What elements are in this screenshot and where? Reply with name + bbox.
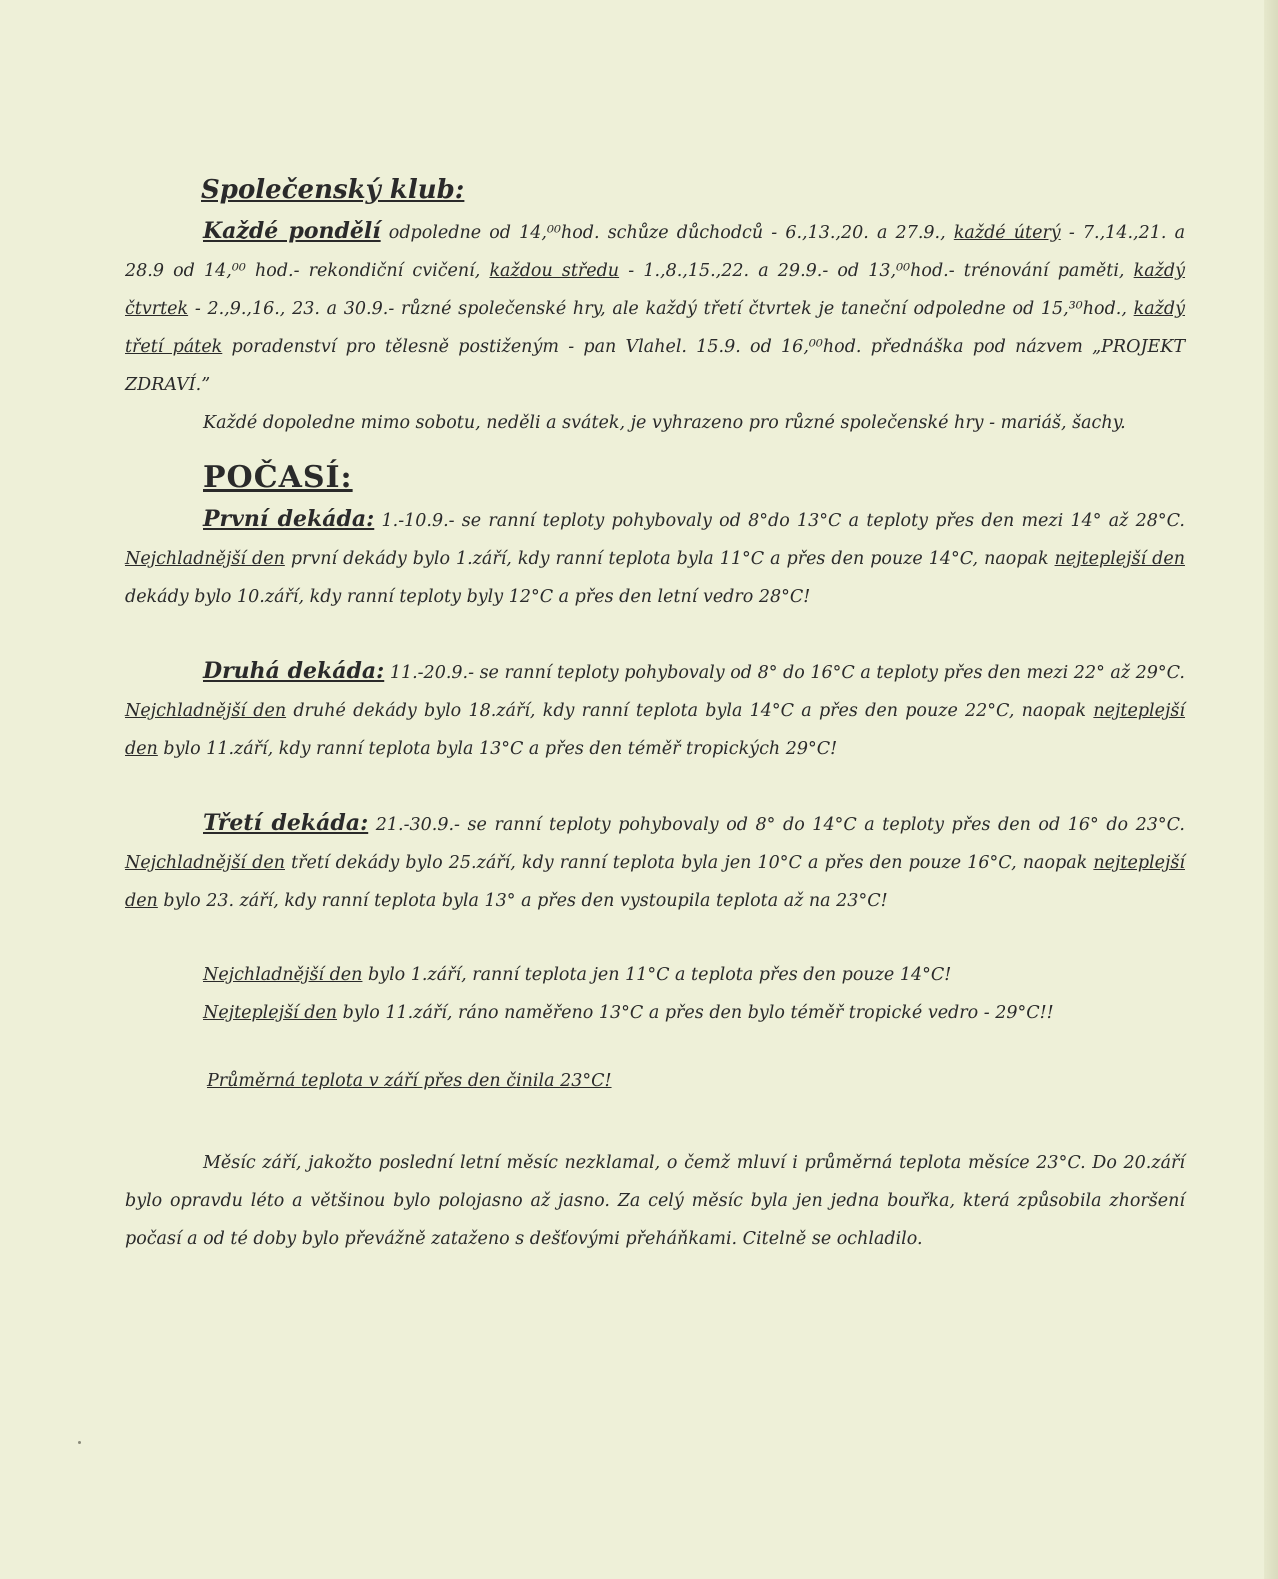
text-run: dekády bylo 10.září, kdy ranní teploty byly 12°C a přes den letní vedro 28°C!	[125, 587, 811, 607]
underlined-phrase: každou středu	[489, 261, 620, 281]
underlined-phrase: Nejchladnější den	[125, 701, 287, 721]
coldest-day-line	[203, 956, 1185, 994]
text-run: bylo 11.září, ráno naměřeno 13°C a přes den bylo téměř tropické vedro - 29°C!!	[337, 1003, 1054, 1023]
page-speck	[78, 1441, 81, 1444]
text-run: - 1.,8.,15.,22. a 29.9.- od 13,⁰⁰hod.- trénování paměti,	[619, 261, 1134, 281]
text-run: poradenství pro tělesně postiženým - pan Vlahel. 15.9. od 16,⁰⁰hod. přednáška pod názvem „PROJEKT ZDRAVÍ.”	[125, 337, 1185, 395]
text-run: 11.-20.9.- se ranní teploty pohybovaly od 8° do 16°C a teploty přes den mezi 22° až 29°C.	[384, 663, 1185, 683]
warmest-day-line	[203, 994, 1185, 1032]
underlined-phrase: každý třetí pátek	[125, 299, 1185, 357]
third-decade-paragraph	[125, 804, 1185, 920]
underlined-phrase: Nejchladnější den	[125, 853, 285, 873]
underlined-phrase: nejteplejší den	[125, 701, 1185, 759]
underlined-phrase: každý čtvrtek	[125, 261, 1185, 319]
extremes-block	[125, 956, 1185, 1032]
text-run: odpoledne od 14,⁰⁰hod. schůze důchodců - 6.,13.,20. a 27.9.,	[380, 223, 954, 243]
page-edge-shadow	[1264, 0, 1278, 1579]
text-run: 1.-10.9.- se ranní teploty pohybovaly od 8°do 13°C a teploty přes den mezi 14° až 28°C.	[374, 511, 1185, 531]
text-run: bylo 11.září, kdy ranní teplota byla 13°C a přes den téměř tropických 29°C!	[157, 739, 838, 759]
lead-phrase: Třetí dekáda:	[203, 810, 369, 836]
underlined-phrase: nejteplejší den	[125, 853, 1185, 911]
klub-morning-paragraph: Každé dopoledne mimo sobotu, neděli a svátek, je vyhrazeno pro různé společenské hry - mariáš, šachy.	[203, 413, 1126, 433]
klub-schedule-paragraph	[125, 212, 1185, 404]
text-run: 21.-30.9.- se ranní teploty pohybovaly od 8° do 14°C a teploty přes den od 16° do 23°C.	[368, 815, 1185, 835]
month-summary-paragraph: Měsíc září, jakožto poslední letní měsíc nezklamal, o čemž mluví i průměrná teplota měsíce 23°C. Do 20.září bylo opravdu léto a většinou bylo polojasno až jasno. Za celý měsíc byla jen jedna bouřka, která způsobila zhoršení počasí a od té doby bylo převážně zataženo s dešťovými přeháňkami. Citelně se ochladilo.	[125, 1153, 1185, 1249]
underlined-phrase: každé úterý	[953, 223, 1061, 243]
underlined-phrase: Nejchladnější den	[125, 549, 285, 569]
text-run: - 7.,14.,21. a 28.9 od 14,⁰⁰ hod.- rekondiční cvičení,	[125, 223, 1185, 281]
text-run: druhé dekády bylo 18.září, kdy ranní teplota byla 14°C a přes den pouze 22°C, naopak	[286, 701, 1094, 721]
lead-phrase: Druhá dekáda:	[203, 658, 385, 684]
text-run: první dekády bylo 1.září, kdy ranní teplota byla 11°C a přes den pouze 14°C, naopak	[284, 549, 1055, 569]
text-run: - 2.,9.,16., 23. a 30.9.- různé společenské hry, ale každý třetí čtvrtek je taneční odpoledne od 15,³⁰hod.,	[188, 299, 1134, 319]
second-decade-paragraph	[125, 652, 1185, 768]
text-run: bylo 23. září, kdy ranní teplota byla 13° a přes den vystoupila teplota až na 23°C!	[157, 891, 888, 911]
text-run: bylo 1.září, ranní teplota jen 11°C a teplota přes den pouze 14°C!	[362, 965, 952, 985]
klub-heading: Společenský klub:	[201, 175, 465, 205]
document-body	[125, 168, 1185, 1258]
underlined-phrase: nejteplejší den	[1054, 549, 1185, 569]
text-run: třetí dekády bylo 25.září, kdy ranní teplota byla jen 10°C a přes den pouze 16°C, naopak	[284, 853, 1094, 873]
pocasi-heading: POČASÍ:	[203, 460, 353, 495]
underlined-phrase: Nejchladnější den	[203, 965, 363, 985]
average-temperature-line: Průměrná teplota v září přes den činila 23°C!	[207, 1071, 612, 1091]
lead-phrase: Každé pondělí	[203, 218, 381, 244]
lead-phrase: První dekáda:	[203, 506, 375, 532]
first-decade-paragraph	[125, 500, 1185, 616]
underlined-phrase: Nejteplejší den	[203, 1003, 338, 1023]
